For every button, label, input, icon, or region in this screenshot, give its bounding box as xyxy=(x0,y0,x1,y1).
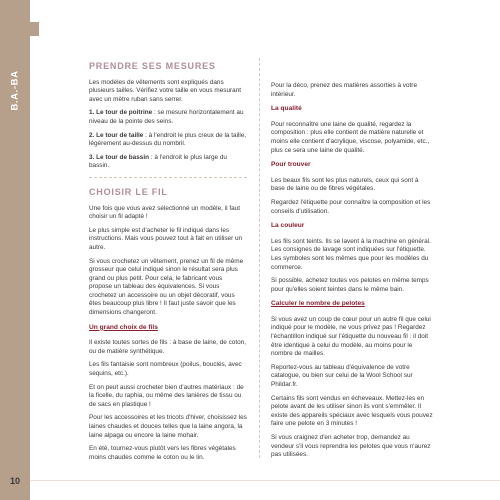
paragraph: Une fois que vous avez sélectionné un modèle, il faut choisir un fil adapté ! xyxy=(89,204,240,221)
paragraph: Si vous avez un coup de cœur pour un autre fil que celui indiqué pour le modèle, ne vous privez pas ! Regardez l'échantillon indiqué sur l'étiquette du nouveau fil : il doit être identique à celui du modèle, au moins pour le nombre de mailles. xyxy=(271,315,431,358)
measure-label: 3. Le tour de bassin xyxy=(89,153,150,161)
paragraph: Les beaux fils sont les plus naturels, ceux qui sont à base de laine ou de fibres végétales. xyxy=(271,176,419,193)
section-label xyxy=(2,60,28,120)
page-number: 10 xyxy=(9,476,20,486)
paragraph: Pour les accessoires et les tricots d'hiver, choisissez les laines chaudes et douces telles que la laine angora, la laine alpaga ou encore la laine mohair. xyxy=(89,414,247,439)
subheading-trouver: Pour trouver xyxy=(271,161,311,169)
measure-label: 1. Le tour de poitrine xyxy=(89,109,153,117)
paragraph: Le plus simple est d'acheter le fil indiqué dans les instructions. Mais vous pouvez tout à fait en utiliser un autre. xyxy=(89,226,243,251)
paragraph: Si possible, achetez toutes vos pelotes en même temps pour qu'elles soient teintes dans le même bain. xyxy=(271,277,429,293)
paragraph: Si vous craignez d'en acheter trop, demandez au vendeur s'il vous reprendra les pelotes que vous n'aurez pas utilisées. xyxy=(271,434,431,459)
section-label-text: B.A.-BA xyxy=(9,69,21,111)
measure-label: 2. Le tour de taille xyxy=(89,131,144,139)
measure-item-2 xyxy=(89,132,247,149)
column-divider xyxy=(259,58,260,458)
right-column xyxy=(271,38,433,465)
section-title-mesures: PRENDRE SES MESURES xyxy=(89,61,216,71)
paragraph: Il existe toutes sortes de fils : à base de laine, de coton, ou de matière synthétique. xyxy=(89,339,247,355)
subheading-couleur: La couleur xyxy=(271,222,305,230)
paragraph: Pour la déco, prenez des matières assorties à votre intérieur. xyxy=(271,82,417,98)
paragraph: Si vous crochetez un vêtement, prenez un fil de même grosseur que celui indiqué sinon le résultat sera plus grand ou plus petit. Pour cela, le fabricant vous propose un tableau des équivalences. Si vous crochetez un accessoire ou un objet décoratif, vous êtes beaucoup plus libre ! Il faut juste savoir que les dimensions changeront. xyxy=(89,257,244,317)
paragraph: Pour reconnaître une laine de qualité, regardez la composition : plus elle contient de matière naturelle et moins elle contient d'acrylique, viscose, polyamide, etc., plus ce sera une laine de qualité. xyxy=(271,120,430,154)
paragraph: En été, tournez-vous plutôt vers les fibres végétales moins chaudes comme le coton ou le lin. xyxy=(89,445,236,461)
measure-text: : à l'endroit le plus creux de la taille, légèrement au-dessus du nombril. xyxy=(89,131,247,148)
sidebar-tab xyxy=(30,22,39,36)
paragraph: Certains fils sont vendus en écheveaux. Mettez-les en pelote avant de les utiliser sinon ils vont s'emmêler. Il existe des appareils spéciaux avec lesquels vous pouvez faire une pelote en 3 minutes ! xyxy=(271,394,433,428)
subheading-qualite: La qualité xyxy=(271,105,302,113)
subheading-pelotes: Calculer le nombre de pelotes xyxy=(271,300,365,308)
paragraph: Les modèles de vêtements sont expliqués dans plusieurs tailles. Vérifiez votre taille en vous mesurant avec un mètre ruban sans serrer. xyxy=(89,78,242,103)
left-column xyxy=(89,38,247,467)
bottom-divider xyxy=(30,480,500,481)
paragraph: Les fils fantaisie sont nombreux (poilus, bouclés, avec sequins, etc.). xyxy=(89,361,242,378)
measure-text: : à l'endroit le plus large du bassin. xyxy=(89,153,227,170)
subheading-choix-fils: Un grand choix de fils xyxy=(89,323,158,331)
measure-item-1 xyxy=(89,109,247,126)
section-divider xyxy=(89,177,247,178)
paragraph: Les fils sont teints. Ils se lavent à la machine en général. Les consignes de lavage sont indiquées sur l'étiquette. Les symboles sont les mêmes que pour les modèles du commerce. xyxy=(271,237,431,271)
paragraph: Regardez l'étiquette pour connaître la composition et les conseils d'utilisation. xyxy=(271,198,431,215)
section-title-fil: CHOISIR LE FIL xyxy=(89,186,168,197)
paragraph: Reportez-vous au tableau d'équivalence de votre catalogue, ou bien sur celui de la Wool School sur Phildar.fr. xyxy=(271,363,413,389)
measure-item-3 xyxy=(89,154,247,171)
measure-text: : se mesure horizontalement au niveau de la pointe des seins. xyxy=(89,109,244,125)
paragraph: Et on peut aussi crocheter bien d'autres matériaux : de la ficelle, du raphia, ou même des lanières de tissu ou de sacs en plastique ! xyxy=(89,383,244,408)
